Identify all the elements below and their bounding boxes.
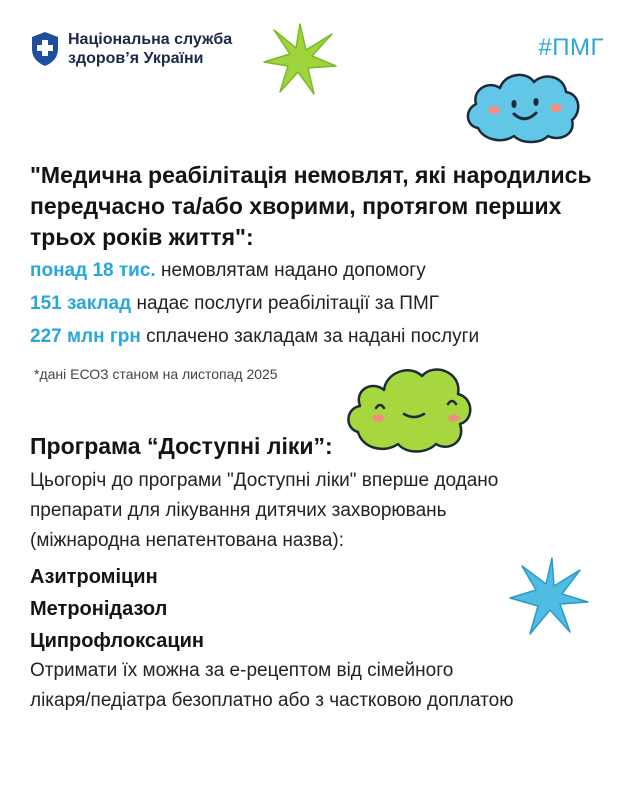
data-source-note: *дані ЕСОЗ станом на листопад 2025 xyxy=(34,366,278,382)
stat-highlight: 227 млн грн xyxy=(30,326,141,347)
nszu-shield-icon xyxy=(30,31,60,67)
stat-highlight: понад 18 тис. xyxy=(30,260,156,281)
program-intro-line1: Цьогоріч до програми "Доступні ліки" вперше додано xyxy=(30,470,499,491)
drug-item: Ципрофлоксацин xyxy=(30,630,204,652)
blue-star-icon xyxy=(508,556,590,638)
stat-payments xyxy=(30,324,620,350)
stat-highlight: 151 заклад xyxy=(30,293,132,314)
nszu-logo xyxy=(30,30,232,68)
stat-text: сплачено закладам за надані послуги xyxy=(140,326,480,347)
program-intro-line2: препарати для лікування дитячих захворювань xyxy=(30,500,447,521)
logo-line2: здоров’я України xyxy=(68,50,204,67)
logo-line1: Національна служба xyxy=(68,31,233,48)
hashtag: #ПМГ xyxy=(538,34,604,61)
program-intro xyxy=(30,466,620,556)
stat-text: надає послуги реабілітації за ПМГ xyxy=(131,293,440,314)
rehab-title xyxy=(30,160,620,253)
blue-cloud-face-icon xyxy=(464,66,582,144)
rehab-title-line2: передчасно та/або хворими, протягом перших xyxy=(30,193,562,219)
drug-item: Азитроміцин xyxy=(30,566,158,588)
program-outro xyxy=(30,656,620,716)
rehab-title-line1: "Медична реабілітація немовлят, які народились xyxy=(30,162,592,188)
stat-text: немовлятам надано допомогу xyxy=(155,260,426,281)
program-outro-line1: Отримати їх можна за е-рецептом від сімейного xyxy=(30,660,454,681)
program-title: Програма “Доступні ліки”: xyxy=(30,433,333,459)
logo-text xyxy=(68,30,232,68)
green-star-icon xyxy=(262,22,338,98)
program-outro-line2: лікаря/педіатра безоплатно або з частковою доплатою xyxy=(30,690,514,711)
stat-facilities xyxy=(30,291,620,317)
program-intro-line3: (міжнародна непатентована назва): xyxy=(30,530,345,551)
rehab-title-line3: трьох років життя": xyxy=(30,224,254,250)
green-cloud-face-icon xyxy=(344,362,476,454)
stat-newborns xyxy=(30,258,620,284)
drug-item: Метронідазол xyxy=(30,598,168,620)
